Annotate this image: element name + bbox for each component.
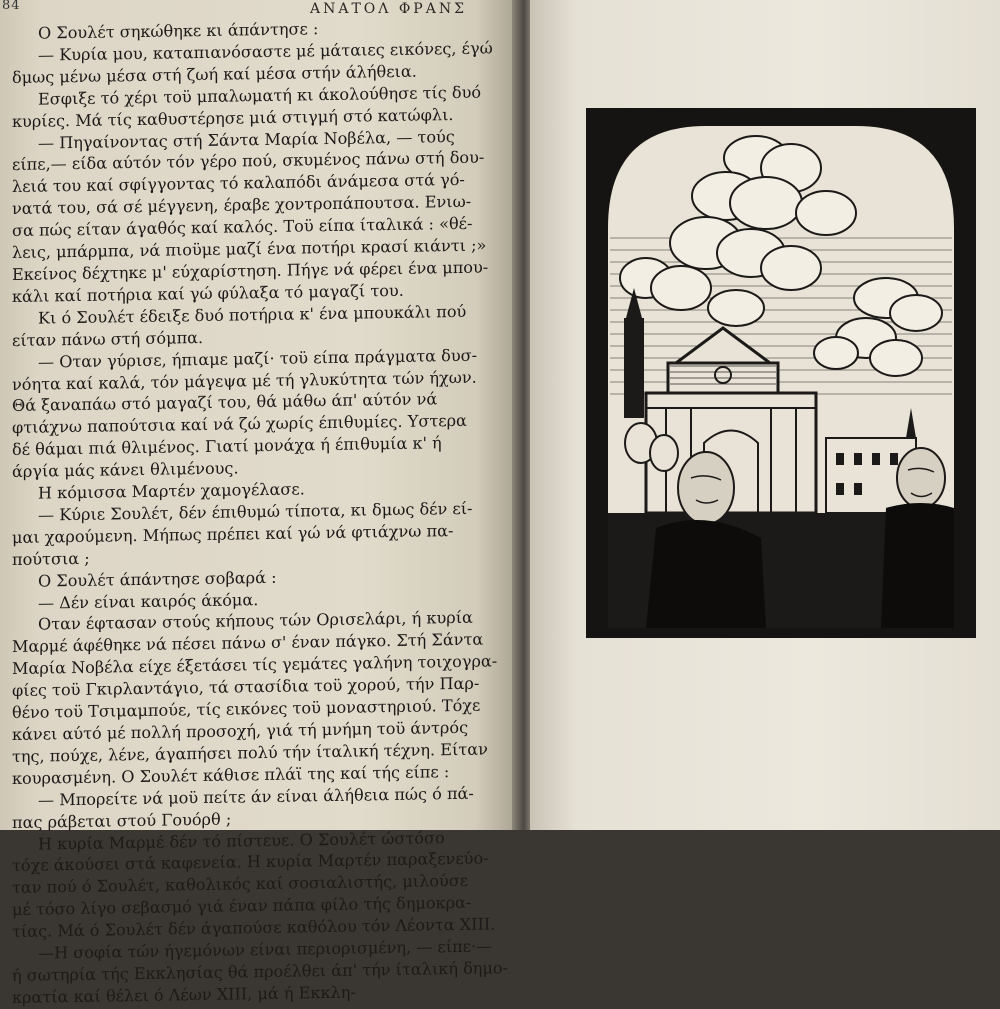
text-line: είταν πάνω στή σόμπα.: [12, 327, 204, 350]
text-line: Θά ξαναπάω στό μαγαζί του, θά μάθω άπ' αύτόν νά: [12, 389, 438, 416]
text-line: — Κυρία μου, καταπιανόσαστε μέ μάταιες εικόνες, έγώ: [38, 38, 493, 65]
text-line: Η κόμισσα Μαρτέν χαμογέλασε.: [38, 479, 305, 503]
text-line: θένο τοϋ Τσιμαμπούε, τίς εικόνες τοϋ μοναστηριού. Τόχε: [12, 695, 481, 723]
text-line: μαι χαρούμενη. Μήπως πρέπει καί γώ νά φτιάχνω πα-: [12, 520, 454, 547]
text-line: Η κυρία Μαρμέ δέν τό πίστευε. Ο Σουλέτ ώστόσο: [38, 827, 445, 854]
text-line: Οταν έφτασαν στούς κήπους τών Ορισελάρι, ή κυρία: [38, 608, 473, 635]
text-line: νατά του, σά σέ μέγγενη, έραβε χοντροπάπουτσα. Ενιω-: [12, 192, 472, 219]
running-head: ΑΝΑΤΟΛ ΦΡΑΝΣ: [309, 1, 467, 17]
text-line: δέ θάμαι πιά θλιμένος. Γιατί μονάχα ή έπιθυμία κ' ή: [12, 433, 442, 460]
text-line: — Κύριε Σουλέτ, δέν έπιθυμώ τίποτα, κι δμως δέν εί-: [38, 498, 473, 525]
text-line: Ο Σουλέτ άπάντησε σοβαρά :: [38, 567, 277, 591]
text-line: Εσφιξε τό χέρι τοϋ μπαλωματή κι άκολούθησε τίς δυό: [38, 82, 482, 109]
text-line: — Οταν γύρισε, ήπιαμε μαζί· τοϋ είπα πράγματα δυσ-: [38, 345, 478, 372]
text-line: πας ράβεται στού Γουόρθ ;: [12, 809, 232, 832]
text-line: φίες τοϋ Γκιρλαντάγιο, τά στασίδια τοϋ χορού, τήν Παρ-: [12, 673, 480, 701]
text-line: κρατία καί θέλει ό Λέων XIII, μά ή Εκκλη-: [12, 982, 356, 1007]
text-line: Ο Σουλέτ σηκώθηκε κι άπάντησε :: [38, 19, 319, 43]
text-line: Μαρία Νοβέλα είχε έξετάσει τίς γεμάτες γαλήνη τοιχογρα-: [12, 651, 498, 679]
text-line: λειά του καί σφίγγοντας τό καλαπόδι άνάμεσα στά γό-: [12, 170, 465, 197]
text-line: — Δέν είναι καιρός άκόμα.: [38, 589, 259, 613]
text-line: πούτσια ;: [12, 548, 90, 569]
text-line: άργία μάς κάνει θλιμένους.: [12, 458, 239, 482]
body-text: [12, 15, 508, 1008]
text-line: κάνει αύτό μέ πολλή προσοχή, γιά τή μνήμη τοϋ άντρός: [12, 717, 469, 744]
text-line: είπε,— είδα αύτόν τόν γέρο πού, σκυμένος πάνω στή δου-: [12, 148, 485, 175]
text-line: ταν πού ό Σουλέτ, καθολικός καί σοσιαλιστής, μιλούσε: [12, 871, 469, 898]
text-line: — Μπορείτε νά μοϋ πείτε άν είναι άλήθεια πώς ό πά-: [38, 783, 474, 810]
text-line: δμως μένω μέσα στή ζωή καί μέσα στήν άλήθεια.: [12, 61, 417, 87]
text-line: —Η σοφία τών ήγεμόνων είναι περιορισμένη, — είπε·—: [38, 936, 493, 963]
text-line: τόχε άκούσει στά καφενεία. Η κυρία Μαρτέν παραξενεύο-: [12, 848, 489, 876]
text-line: κάλι καί ποτήρια καί γώ φύλαξα τό μαγαζί του.: [12, 280, 404, 306]
page-number: 84: [2, 0, 21, 13]
text-line: κυρίες. Μά τίς καθυστέρησε μιά στιγμή στό κατώφλι.: [12, 104, 454, 131]
text-line: μέ τόσο λίγο σεβασμό γιά έναν πάπα φίλο τής δημοκρα-: [12, 893, 472, 920]
text-line: νόητα καί καλά, τόν μάγεψα μέ τή γλυκύτητα τών ήχων.: [12, 367, 477, 394]
text-line: — Πηγαίνοντας στή Σάντα Μαρία Νοβέλα, — τούς: [38, 126, 455, 153]
text-line: φτιάχνω παπούτσια καί νά ζώ χωρίς έπιθυμίες. Υστερα: [12, 411, 467, 438]
text-line: ή σωτηρία τής Εκκλησίας θά προέλθει άπ' τήν ίταλική δημο-: [12, 958, 508, 985]
illustration-svg: [586, 108, 976, 638]
right-page: [530, 0, 1000, 830]
text-line: Εκείνος δέχτηκε μ' εύχαρίστηση. Πήγε νά φέρει ένα μπου-: [12, 257, 489, 284]
text-line: σα πώς είταν άγαθός καί καλός. Τοϋ είπα ίταλικά : «θέ-: [12, 213, 473, 241]
woodcut-illustration: [586, 108, 976, 638]
text-line: τίας. Μά ό Σουλέτ δέν άγαπούσε καθόλου τόν Λέοντα XIII.: [12, 914, 496, 942]
text-line: Μαρμέ άφέθηκε νά πέσει πάνω σ' έναν πάγκο. Στή Σάντα: [12, 629, 484, 657]
text-line: Κι ό Σουλέτ έδειξε δυό ποτήρια κ' ένα μπουκάλι πού: [38, 301, 467, 328]
text-line: της, πούχε, λένε, άγαπήσει πολύ τήν ίταλική τέχνη. Είταν: [12, 739, 488, 766]
text-line: κουρασμένη. Ο Σουλέτ κάθισε πλάϊ της καί τής είπε :: [12, 761, 450, 788]
text-line: λεις, μπάρμπα, νά πιοϋμε μαζί ένα ποτήρι κρασί κιάντι ;»: [12, 235, 487, 263]
